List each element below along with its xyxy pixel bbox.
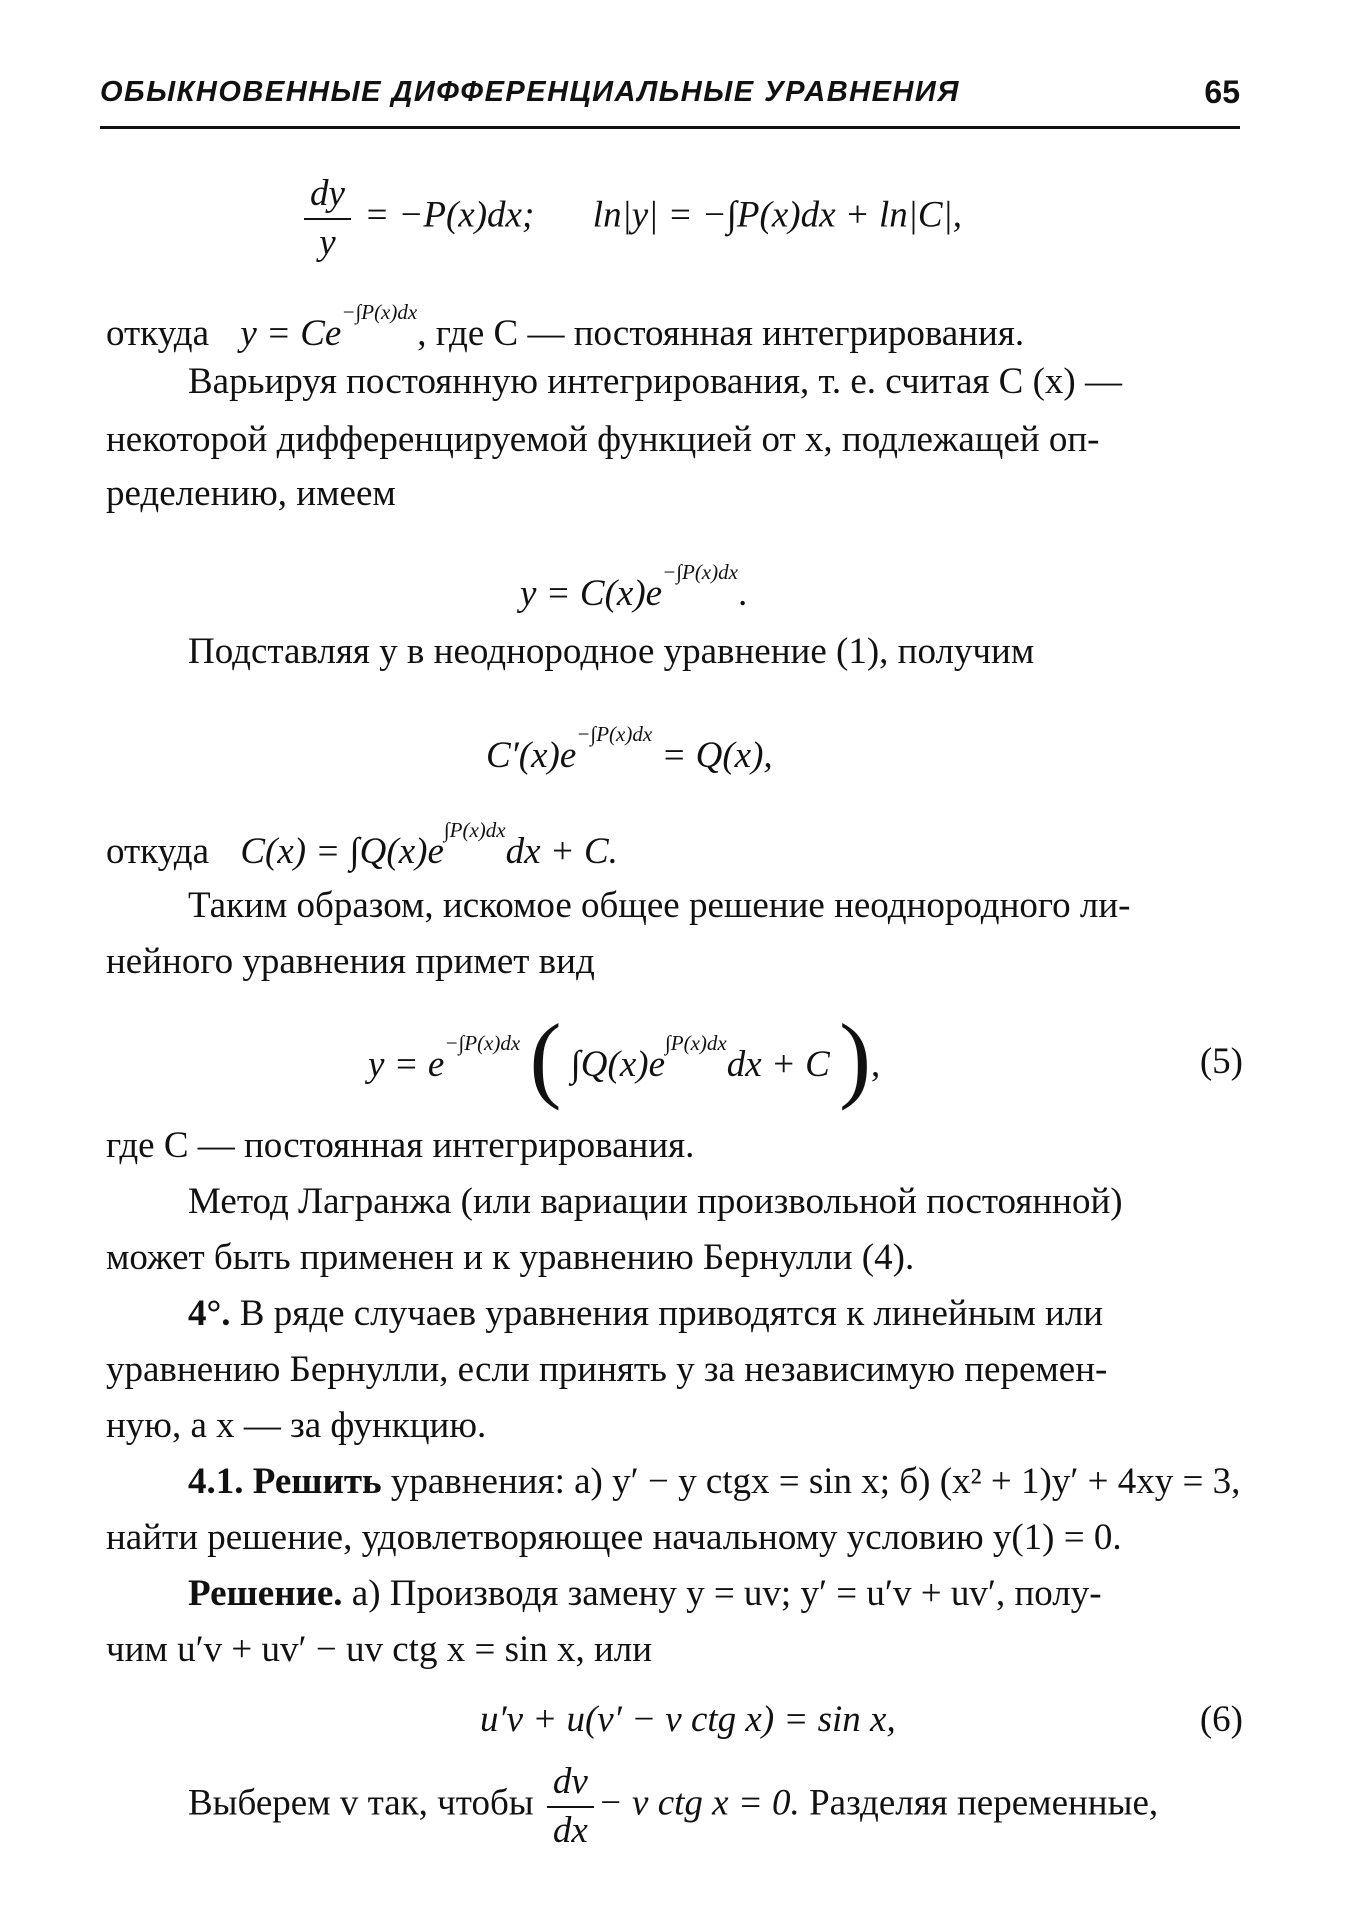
text-line: нейного уравнения примет вид bbox=[106, 941, 595, 982]
text-line bbox=[188, 1572, 1102, 1615]
exponent: ∫P(x)dx bbox=[665, 1031, 727, 1055]
formula-inline: − v ctg x = 0. bbox=[597, 1782, 800, 1824]
exponent: −∫P(x)dx bbox=[662, 560, 738, 584]
formula-part: = −P(x)dx; bbox=[364, 194, 535, 236]
formula-part: = Q(x), bbox=[661, 735, 773, 776]
text-line: может быть применен и к уравнению Бернулли (4). bbox=[106, 1237, 915, 1278]
formula-part: dx + C bbox=[726, 1044, 830, 1085]
text-line: Варьируя постоянную интегрирования, т. е. считая C (x) — bbox=[188, 361, 1122, 402]
problem-number: 4.1. Решить bbox=[188, 1461, 382, 1502]
formula-general-solution bbox=[368, 1004, 881, 1111]
formula-separated bbox=[300, 170, 962, 266]
exponent: ∫P(x)dx bbox=[443, 818, 506, 842]
solution-label: Решение. bbox=[188, 1573, 343, 1614]
exponent: −∫P(x)dx bbox=[444, 1031, 521, 1055]
item-number: 4°. bbox=[188, 1293, 231, 1334]
text-line: Таким образом, искомое общее решение неоднородного ли- bbox=[188, 885, 1131, 926]
exponent: −∫P(x)dx bbox=[576, 722, 653, 746]
text: откуда bbox=[106, 313, 210, 354]
formula-inline: y = Ce bbox=[240, 313, 342, 354]
text: откуда bbox=[106, 831, 210, 872]
text-line bbox=[188, 1460, 1240, 1503]
denominator: dx bbox=[552, 1810, 588, 1851]
text: а) Производя замену y = uv; y′ = u′v + uv′, полу- bbox=[342, 1573, 1102, 1614]
text-line: найти решение, удовлетворяющее начальному условию y(1) = 0. bbox=[106, 1517, 1122, 1558]
text: , где C — постоянная интегрирования. bbox=[417, 313, 1025, 354]
formula-part: ln|y| = −∫P(x)dx + ln|C|, bbox=[592, 194, 963, 236]
text: Разделяя переменные, bbox=[809, 1782, 1159, 1824]
fraction-dv-dx bbox=[547, 1758, 594, 1854]
formula-varied-constant bbox=[520, 560, 747, 615]
formula-part: ∫Q(x)e bbox=[570, 1044, 666, 1085]
numerator: dv bbox=[547, 1758, 594, 1808]
formula-part: C′(x)e bbox=[486, 735, 577, 776]
exponent: −∫P(x)dx bbox=[341, 300, 418, 324]
text-line: где C — постоянная интегрирования. bbox=[106, 1125, 695, 1166]
page-number: 65 bbox=[1204, 74, 1240, 110]
text: В ряде случаев уравнения приводятся к линейным или bbox=[230, 1293, 1104, 1334]
punctuation: . bbox=[737, 573, 748, 614]
text: Выберем v так, чтобы bbox=[188, 1782, 534, 1824]
text: уравнения: а) y′ − y ctgx = sin x; б) (x² + 1)y′ + 4xy = 3, bbox=[381, 1461, 1241, 1502]
text-line: Подставляя y в неоднородное уравнение (1), получим bbox=[188, 631, 1035, 672]
text-line: уравнению Бернулли, если принять y за независимую перемен- bbox=[106, 1349, 1108, 1390]
text-line bbox=[106, 818, 618, 873]
text-line: чим u′v + uv′ − uv ctg x = sin x, или bbox=[106, 1629, 653, 1670]
text-line: ределению, имеем bbox=[106, 473, 396, 514]
text-line bbox=[106, 300, 1024, 355]
numerator: dy bbox=[304, 170, 351, 220]
running-title: ОБЫКНОВЕННЫЕ ДИФФЕРЕНЦИАЛЬНЫЕ УРАВНЕНИЯ bbox=[100, 76, 960, 108]
text-line: некоторой дифференцируемой функцией от x, подлежащей оп- bbox=[106, 419, 1100, 460]
formula-part: y = C(x)e bbox=[520, 573, 663, 614]
punctuation: , bbox=[871, 1044, 881, 1085]
text-line: ную, а x — за функцию. bbox=[106, 1405, 487, 1446]
formula-inline: dx + C. bbox=[505, 831, 618, 872]
page-header bbox=[100, 72, 1240, 129]
big-paren-left: ( bbox=[529, 1004, 562, 1111]
text-line bbox=[188, 1758, 1158, 1854]
equation-number-5: (5) bbox=[1199, 1041, 1243, 1082]
fraction-dy-y bbox=[304, 170, 351, 266]
text-line bbox=[188, 1292, 1103, 1335]
denominator: y bbox=[319, 222, 336, 263]
formula-inline: C(x) = ∫Q(x)e bbox=[240, 831, 444, 872]
formula-part: y = e bbox=[368, 1044, 445, 1085]
formula-6: u′v + u(v′ − v ctg x) = sin x, bbox=[480, 1699, 896, 1740]
equation-number-6: (6) bbox=[1199, 1699, 1243, 1740]
formula-derivative bbox=[486, 722, 773, 777]
text-line: Метод Лагранжа (или вариации произвольной постоянной) bbox=[188, 1181, 1123, 1222]
big-paren-right: ) bbox=[839, 1004, 872, 1111]
